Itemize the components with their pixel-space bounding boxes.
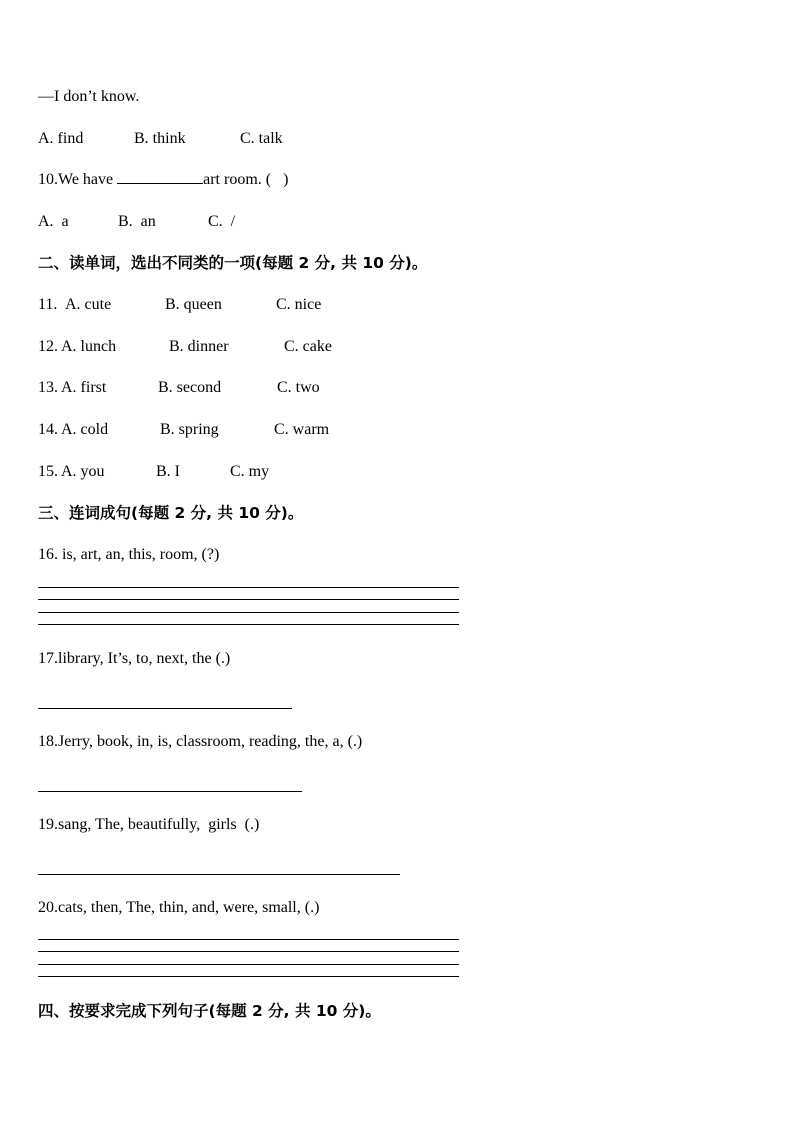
q10-question <box>38 170 288 190</box>
q9-option-c: C. talk <box>240 130 283 147</box>
section2-heading: 二、读单词，选出不同类的一项(每题 2 分, 共 10 分)。 <box>38 254 428 272</box>
q10-prefix: 10.We have <box>38 171 118 188</box>
option-a: A. cute <box>65 296 112 313</box>
q10-options <box>38 212 438 232</box>
option-b: B. second <box>158 379 222 396</box>
answer-line <box>38 964 459 965</box>
question-17: 17.library, It’s, to, next, the (.) <box>38 650 231 667</box>
option-b: B. queen <box>165 296 222 313</box>
q9-answer-line: —I don’t know. <box>38 88 140 105</box>
question-11 <box>38 295 438 315</box>
answer-line <box>38 791 302 792</box>
q9-options <box>38 129 438 149</box>
q10-blank <box>117 183 203 184</box>
answer-line <box>38 708 292 709</box>
option-c: C. cake <box>284 338 332 355</box>
answer-line <box>38 939 459 940</box>
option-a: A. you <box>61 463 105 480</box>
question-number: 12. <box>38 338 58 355</box>
answer-line <box>38 951 459 952</box>
question-number: 13. <box>38 379 58 396</box>
option-b: B. spring <box>160 421 219 438</box>
question-15 <box>38 462 438 482</box>
question-20: 20.cats, then, The, thin, and, were, small, (.) <box>38 899 320 916</box>
answer-line <box>38 612 459 613</box>
option-c: C. warm <box>274 421 330 438</box>
q9-option-b: B. think <box>134 130 186 147</box>
option-a: A. cold <box>61 421 109 438</box>
answer-line <box>38 599 459 600</box>
q10-option-a: A. a <box>38 213 69 230</box>
option-b: B. dinner <box>169 338 229 355</box>
answer-line <box>38 624 459 625</box>
option-c: C. two <box>277 379 320 396</box>
answer-line <box>38 587 459 588</box>
q10-suffix: art room. ( ) <box>203 171 289 188</box>
answer-line <box>38 874 400 875</box>
option-b: B. I <box>156 463 180 480</box>
question-18: 18.Jerry, book, in, is, classroom, reading, the, a, (.) <box>38 733 363 750</box>
section3-heading: 三、连词成句(每题 2 分, 共 10 分)。 <box>38 504 304 522</box>
question-13 <box>38 378 438 398</box>
question-number: 15. <box>38 463 58 480</box>
question-12 <box>38 337 438 357</box>
question-19: 19.sang, The, beautifully, girls (.) <box>38 816 260 833</box>
question-number: 11. <box>38 296 58 313</box>
question-14 <box>38 420 438 440</box>
option-a: A. lunch <box>61 338 117 355</box>
answer-line <box>38 976 459 977</box>
option-c: C. my <box>230 463 270 480</box>
section4-heading: 四、按要求完成下列句子(每题 2 分, 共 10 分)。 <box>38 1002 381 1020</box>
option-a: A. first <box>61 379 107 396</box>
question-number: 14. <box>38 421 58 438</box>
q9-option-a: A. find <box>38 130 84 147</box>
q10-option-c: C. / <box>208 213 236 230</box>
q10-option-b: B. an <box>118 213 156 230</box>
question-16: 16. is, art, an, this, room, (?) <box>38 546 220 563</box>
option-c: C. nice <box>276 296 322 313</box>
